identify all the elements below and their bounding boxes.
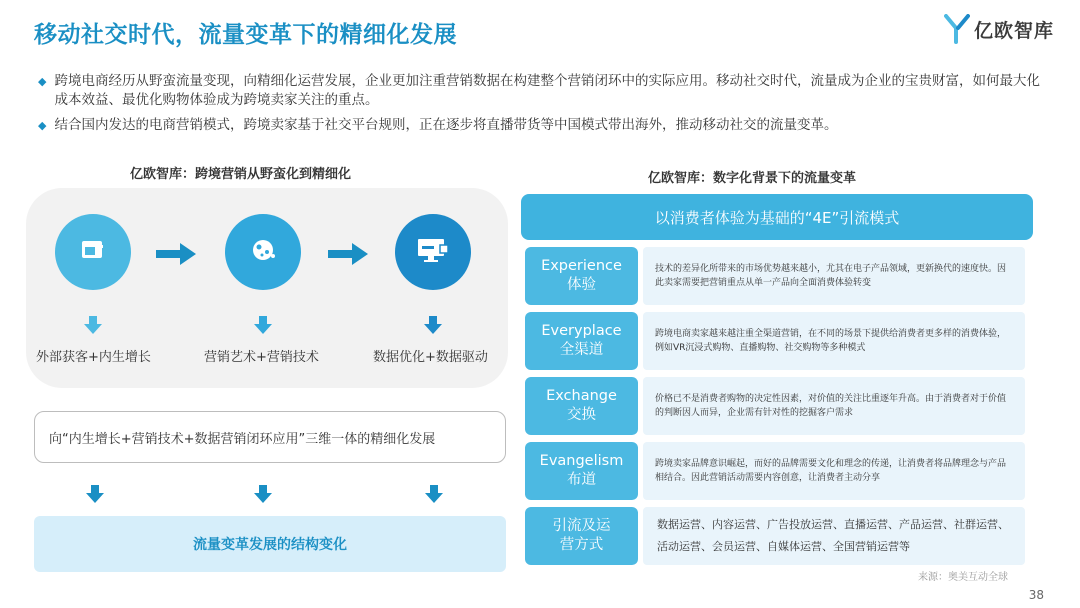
row-label-operations [525, 507, 638, 565]
step-2-circle [225, 214, 301, 290]
step-2-label: 营销艺术+营销技术 [204, 350, 319, 365]
row-label-en: Evangelism [539, 453, 624, 469]
row-desc-text: 跨境电商卖家越来越注重全渠道营销，在不同的场景下提供给消费者更多样的消费体验，例如VR沉浸式购物、直播购物、社交购物等多种模式 [655, 329, 1007, 353]
bullet-text: 结合国内发达的电商营销模式，跨境卖家基于社交平台规则，正在逐步将直播带货等中国模式带出海外，推动移动社交的流量变革。 [54, 117, 838, 133]
row-label-everyplace [525, 312, 638, 370]
row-label-en: Exchange [546, 388, 617, 404]
row-desc-experience [643, 247, 1025, 305]
row-label-line-2: 营方式 [559, 537, 604, 553]
source-note: 来源：奥美互动全球 [918, 572, 1008, 583]
step-1-label: 外部获客+内生增长 [36, 350, 151, 365]
row-desc-text: 数据运营、内容运营、广告投放运营、直播运营、产品运营、社群运营、活动运营、会员运营、自媒体运营、全国营销运营等 [657, 518, 1009, 553]
row-desc-exchange [643, 377, 1025, 435]
logo-text: 亿欧智库 [973, 19, 1054, 42]
diamond-bullet-icon: ◆ [38, 75, 47, 88]
row-label-exchange [525, 377, 638, 435]
right-arrow-icon [328, 243, 368, 265]
step-3-label: 数据优化+数据驱动 [373, 350, 488, 365]
bullet-item [38, 116, 1048, 135]
row-desc-evangelism [643, 442, 1025, 500]
4e-mode-title: 以消费者体验为基础的“4E”引流模式 [654, 208, 900, 227]
intro-bullets [38, 72, 1048, 141]
4e-mode-header [521, 194, 1033, 240]
structure-change-text: 流量变革发展的结构变化 [193, 537, 347, 553]
row-desc-text: 技术的差异化所带来的市场优势越来越小，尤其在电子产品领域，更新换代的速度快。因此卖家需要把营销重点从单一产品向全面消费体验转变 [655, 264, 1007, 288]
browser-window-icon [79, 238, 107, 266]
down-arrow-icon [254, 316, 272, 334]
row-desc-text: 跨境卖家品牌意识崛起，而好的品牌需要文化和理念的传递，让消费者将品牌理念与产品相结合。因此营销活动需要内容创意，让消费者主动分享 [655, 459, 1007, 483]
down-arrow-icon [425, 485, 443, 503]
row-label-zh: 体验 [567, 277, 596, 293]
row-label-evangelism [525, 442, 638, 500]
row-label-experience [525, 247, 638, 305]
right-arrow-icon [156, 243, 196, 265]
page-title: 移动社交时代，流量变革下的精细化发展 [34, 22, 457, 48]
row-label-zh: 布道 [567, 472, 596, 488]
logo-mark-icon [944, 14, 970, 44]
down-arrow-icon [84, 316, 102, 334]
row-desc-text: 价格已不是消费者购物的决定性因素，对价值的关注比重逐年升高。由于消费者对于价值的判断因人而异，企业需有针对性的挖掘客户需求 [655, 394, 1007, 418]
left-subtitle: 亿欧智库：跨境营销从野蛮化到精细化 [130, 167, 352, 182]
structure-change-box [34, 516, 506, 572]
row-label-zh: 全渠道 [559, 342, 604, 358]
globe-network-icon [247, 234, 279, 270]
row-desc-everyplace [643, 312, 1025, 370]
logo [944, 14, 1054, 44]
bullet-item [38, 72, 1048, 110]
step-1-circle [55, 214, 131, 290]
page-number: 38 [1028, 588, 1044, 602]
development-text: 向“内生增长+营销技术+数据营销闭环应用”三维一体的精细化发展 [49, 431, 436, 447]
step-3-circle [395, 214, 471, 290]
down-arrow-icon [424, 316, 442, 334]
row-label-en: Experience [541, 258, 622, 274]
row-label-line-1: 引流及运 [552, 518, 611, 534]
diamond-bullet-icon: ◆ [38, 119, 47, 132]
row-label-en: Everyplace [541, 323, 622, 339]
row-desc-operations [643, 507, 1025, 565]
bullet-text: 跨境电商经历从野蛮流量变现，向精细化运营发展，企业更加注重营销数据在构建整个营销闭环中的实际应用。移动社交时代，流量成为企业的宝贵财富，如何最大化成本效益、最优化购物体验成为跨境卖家关注的重点。 [54, 73, 1040, 108]
down-arrow-icon [86, 485, 104, 503]
right-subtitle: 亿欧智库：数字化背景下的流量变革 [648, 171, 857, 186]
down-arrow-icon [254, 485, 272, 503]
development-box [34, 411, 506, 463]
monitor-data-icon [416, 236, 450, 268]
row-label-zh: 交换 [567, 407, 596, 423]
